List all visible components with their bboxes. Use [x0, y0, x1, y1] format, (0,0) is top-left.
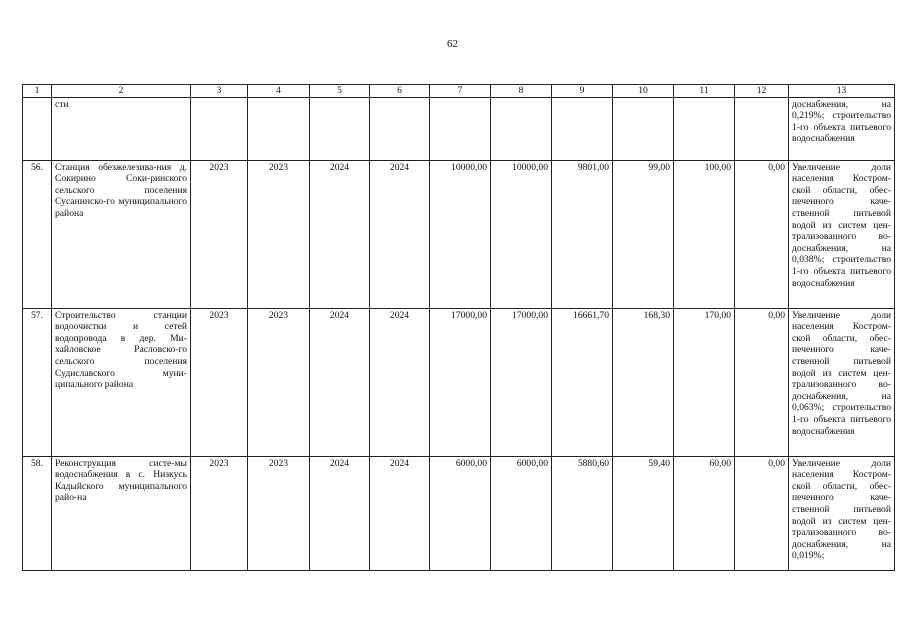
- cell-col6: 2024: [370, 160, 430, 308]
- cell-col12: 0,00: [735, 160, 789, 308]
- header-cell: 3: [191, 85, 248, 98]
- cell-col5: 2024: [310, 456, 370, 570]
- cell-col7: 10000,00: [430, 160, 491, 308]
- result-description: доснабжения, на 0,219%; строительство 1-го объекта питьевого водоснабжения: [789, 97, 895, 160]
- cell-col4: 2023: [248, 160, 310, 308]
- cell-col12: 0,00: [735, 456, 789, 570]
- cell-col4: [248, 97, 310, 160]
- cell-col3: 2023: [191, 160, 248, 308]
- header-cell: 8: [491, 85, 552, 98]
- table-row-continuation: [23, 97, 895, 160]
- table-row: [23, 160, 895, 308]
- cell-col8: 10000,00: [491, 160, 552, 308]
- cell-col6: 2024: [370, 456, 430, 570]
- header-cell: 9: [552, 85, 613, 98]
- cell-col9: [552, 97, 613, 160]
- cell-col7: 6000,00: [430, 456, 491, 570]
- result-description: Увеличение доли населения Костром-ской области, обес-печенного каче-ственной питьевой водой из систем цен-трализованного во-доснабжения, на 0,038%; строительство 1-го объекта питьевого водоснабжения: [789, 160, 895, 308]
- cell-col12: 0,00: [735, 308, 789, 456]
- table-row: [23, 456, 895, 570]
- header-cell: 4: [248, 85, 310, 98]
- cell-col4: 2023: [248, 308, 310, 456]
- header-cell: 11: [674, 85, 735, 98]
- cell-col9: 9801,00: [552, 160, 613, 308]
- cell-col11: 100,00: [674, 160, 735, 308]
- cell-col6: 2024: [370, 308, 430, 456]
- header-cell: 1: [23, 85, 52, 98]
- cell-col10: 168,30: [613, 308, 674, 456]
- header-cell: 6: [370, 85, 430, 98]
- row-number: 58.: [23, 456, 52, 570]
- header-cell: 13: [789, 85, 895, 98]
- header-cell: 10: [613, 85, 674, 98]
- object-name: сти: [52, 97, 191, 160]
- cell-col9: 16661,70: [552, 308, 613, 456]
- page-number: 62: [447, 38, 458, 50]
- cell-col11: [674, 97, 735, 160]
- cell-col12: [735, 97, 789, 160]
- object-name: Строительство станции водоочистки и сетей водопровода в дер. Ми-хайловское Расловско-го сельского поселения Судиславского муни-ципального района: [52, 308, 191, 456]
- object-name: Реконструкция систе-мы водоснабжения в с. Низкусь Кадыйского муниципального райо-на: [52, 456, 191, 570]
- cell-col10: 99,00: [613, 160, 674, 308]
- result-description: Увеличение доли населения Костром-ской области, обес-печенного каче-ственной питьевой водой из систем цен-трализованного во-доснабжения, на 0,019%;: [789, 456, 895, 570]
- row-number: 57.: [23, 308, 52, 456]
- header-cell: 12: [735, 85, 789, 98]
- cell-col8: 17000,00: [491, 308, 552, 456]
- table-row: [23, 308, 895, 456]
- cell-col3: [191, 97, 248, 160]
- cell-col5: [310, 97, 370, 160]
- cell-col5: 2024: [310, 160, 370, 308]
- header-cell: 5: [310, 85, 370, 98]
- cell-col11: 170,00: [674, 308, 735, 456]
- object-name: Станция обезжелезива-ния д. Сокирино Соки-ринского сельского поселения Сусанинско-го муниципального района: [52, 160, 191, 308]
- header-cell: 7: [430, 85, 491, 98]
- cell-col7: [430, 97, 491, 160]
- cell-col10: 59,40: [613, 456, 674, 570]
- row-number: 56.: [23, 160, 52, 308]
- cell-col8: 6000,00: [491, 456, 552, 570]
- header-row: [23, 85, 895, 98]
- cell-col9: 5880,60: [552, 456, 613, 570]
- result-description: Увеличение доли населения Костром-ской области, обес-печенного каче-ственной питьевой водой из систем цен-трализованного во-доснабжения, на 0,063%; строительство 1-го объекта питьевого водоснабжения: [789, 308, 895, 456]
- cell-col6: [370, 97, 430, 160]
- cell-col5: 2024: [310, 308, 370, 456]
- header-cell: 2: [52, 85, 191, 98]
- program-table: [22, 84, 895, 571]
- cell-col3: 2023: [191, 456, 248, 570]
- row-number: [23, 97, 52, 160]
- cell-col7: 17000,00: [430, 308, 491, 456]
- cell-col8: [491, 97, 552, 160]
- cell-col11: 60,00: [674, 456, 735, 570]
- cell-col3: 2023: [191, 308, 248, 456]
- cell-col10: [613, 97, 674, 160]
- cell-col4: 2023: [248, 456, 310, 570]
